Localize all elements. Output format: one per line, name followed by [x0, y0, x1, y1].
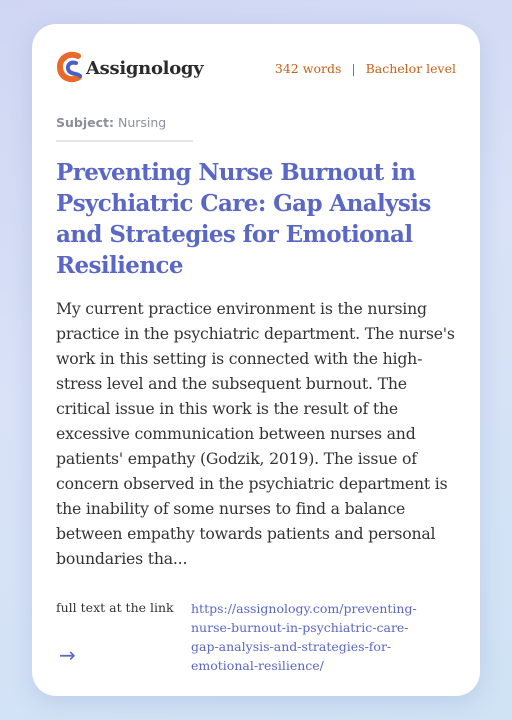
arrow-right-icon[interactable]: →: [59, 643, 76, 667]
document-excerpt: My current practice environment is the nursing practice in the psychiatric department. The nurse's work in this setting is connected with the high-stress level and the subsequent burnout. The critical issue in this work is the result of the excessive communication between nurses and patients' empathy (Godzik, 2019). The issue of concern observed in the psychiatric department is the inability of some nurses to find a balance between empathy towards patients and personal boundaries tha...: [56, 299, 455, 568]
brand-logo[interactable]: [56, 50, 203, 86]
document-title: Preventing Nurse Burnout in Psychiatric Care: Gap Analysis and Strategies for Emotional Resilience: [56, 159, 431, 279]
meta-separator: |: [351, 60, 356, 76]
assignology-logo-icon: [56, 50, 88, 86]
card-header: [56, 48, 456, 88]
link-label: full text at the link: [56, 600, 174, 615]
full-text-link[interactable]: https://assignology.com/preventing- nurse-burnout-in-psychiatric-care- gap-analysis-and-strategies-for- emotional-resilience/: [191, 601, 417, 673]
document-card: [32, 24, 480, 696]
document-meta: [275, 61, 456, 76]
subject-divider: [56, 140, 193, 142]
subject-line: [56, 115, 166, 130]
academic-level: Bachelor level: [365, 60, 456, 76]
subject-label: Subject:: [56, 115, 114, 130]
brand-name: Assignology: [86, 57, 204, 79]
word-count: 342 words: [274, 60, 342, 76]
subject-value[interactable]: Nursing: [117, 115, 167, 130]
